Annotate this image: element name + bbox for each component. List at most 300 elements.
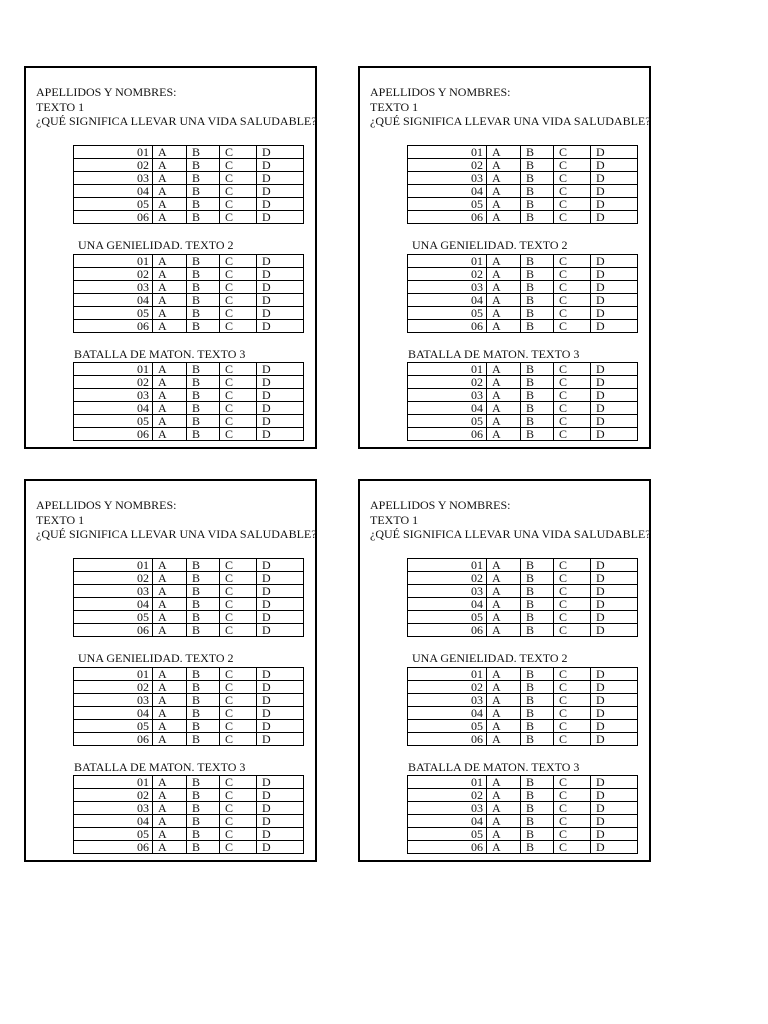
option-a[interactable]: A [153,789,187,802]
option-a[interactable]: A [487,268,521,281]
option-a[interactable]: A [153,841,187,854]
option-c[interactable]: C [220,307,257,320]
option-b[interactable]: B [521,307,554,320]
option-a[interactable]: A [487,159,521,172]
option-c[interactable]: C [554,294,591,307]
option-c[interactable]: C [554,320,591,333]
option-b[interactable]: B [521,733,554,746]
option-d[interactable]: D [591,198,638,211]
option-a[interactable]: A [153,185,187,198]
option-b[interactable]: B [187,828,220,841]
option-a[interactable]: A [153,828,187,841]
option-b[interactable]: B [521,159,554,172]
option-c[interactable]: C [220,146,257,159]
option-c[interactable]: C [220,281,257,294]
option-a[interactable]: A [153,146,187,159]
option-c[interactable]: C [554,376,591,389]
option-a[interactable]: A [153,668,187,681]
option-b[interactable]: B [521,185,554,198]
option-b[interactable]: B [187,841,220,854]
option-b[interactable]: B [187,281,220,294]
option-c[interactable]: C [554,585,591,598]
option-d[interactable]: D [591,585,638,598]
option-a[interactable]: A [487,294,521,307]
option-b[interactable]: B [187,415,220,428]
option-d[interactable]: D [591,428,638,441]
option-c[interactable]: C [220,720,257,733]
option-d[interactable]: D [257,789,304,802]
option-b[interactable]: B [521,720,554,733]
option-b[interactable]: B [521,815,554,828]
option-a[interactable]: A [153,733,187,746]
option-d[interactable]: D [591,707,638,720]
option-b[interactable]: B [521,624,554,637]
option-c[interactable]: C [220,402,257,415]
option-a[interactable]: A [153,172,187,185]
option-c[interactable]: C [554,828,591,841]
option-c[interactable]: C [554,211,591,224]
option-b[interactable]: B [187,389,220,402]
option-b[interactable]: B [187,585,220,598]
option-d[interactable]: D [591,681,638,694]
option-b[interactable]: B [521,428,554,441]
option-c[interactable]: C [220,681,257,694]
option-a[interactable]: A [487,172,521,185]
option-d[interactable]: D [591,815,638,828]
option-c[interactable]: C [220,789,257,802]
option-d[interactable]: D [591,694,638,707]
option-d[interactable]: D [591,146,638,159]
option-a[interactable]: A [487,428,521,441]
option-a[interactable]: A [153,559,187,572]
option-c[interactable]: C [220,598,257,611]
option-b[interactable]: B [521,389,554,402]
option-d[interactable]: D [257,268,304,281]
option-b[interactable]: B [521,415,554,428]
option-d[interactable]: D [591,611,638,624]
option-d[interactable]: D [257,681,304,694]
question-number: 03 [74,172,153,185]
option-a[interactable]: A [487,598,521,611]
option-c[interactable]: C [220,624,257,637]
option-b[interactable]: B [187,320,220,333]
option-a[interactable]: A [153,428,187,441]
option-a[interactable]: A [487,415,521,428]
option-d[interactable]: D [257,185,304,198]
option-c[interactable]: C [220,841,257,854]
option-c[interactable]: C [554,428,591,441]
option-d[interactable]: D [257,255,304,268]
option-b[interactable]: B [187,668,220,681]
option-c[interactable]: C [554,402,591,415]
option-a[interactable]: A [487,776,521,789]
option-b[interactable]: B [521,611,554,624]
option-b[interactable]: B [187,363,220,376]
option-c[interactable]: C [554,185,591,198]
option-d[interactable]: D [257,428,304,441]
option-a[interactable]: A [153,307,187,320]
option-d[interactable]: D [257,307,304,320]
option-c[interactable]: C [220,159,257,172]
option-b[interactable]: B [187,172,220,185]
option-b[interactable]: B [187,815,220,828]
option-a[interactable]: A [153,389,187,402]
option-c[interactable]: C [220,255,257,268]
option-a[interactable]: A [153,415,187,428]
option-b[interactable]: B [521,172,554,185]
option-d[interactable]: D [591,268,638,281]
option-c[interactable]: C [554,281,591,294]
option-c[interactable]: C [220,668,257,681]
option-c[interactable]: C [220,415,257,428]
option-c[interactable]: C [554,841,591,854]
option-d[interactable]: D [257,815,304,828]
option-b[interactable]: B [187,294,220,307]
option-d[interactable]: D [257,198,304,211]
option-b[interactable]: B [187,198,220,211]
option-d[interactable]: D [257,559,304,572]
option-d[interactable]: D [591,363,638,376]
option-c[interactable]: C [554,559,591,572]
option-a[interactable]: A [153,294,187,307]
option-a[interactable]: A [153,707,187,720]
option-a[interactable]: A [153,198,187,211]
option-c[interactable]: C [554,694,591,707]
option-d[interactable]: D [257,172,304,185]
option-a[interactable]: A [487,611,521,624]
option-a[interactable]: A [487,376,521,389]
option-d[interactable]: D [257,572,304,585]
option-a[interactable]: A [153,681,187,694]
option-a[interactable]: A [153,815,187,828]
option-a[interactable]: A [487,402,521,415]
option-b[interactable]: B [521,585,554,598]
option-b[interactable]: B [187,428,220,441]
option-d[interactable]: D [591,211,638,224]
option-c[interactable]: C [554,159,591,172]
option-a[interactable]: A [487,559,521,572]
option-b[interactable]: B [187,146,220,159]
option-c[interactable]: C [554,255,591,268]
option-c[interactable]: C [220,389,257,402]
option-d[interactable]: D [591,841,638,854]
option-b[interactable]: B [521,402,554,415]
option-c[interactable]: C [554,307,591,320]
option-b[interactable]: B [521,802,554,815]
option-b[interactable]: B [187,802,220,815]
question-number: 01 [408,668,487,681]
answer-row [74,789,304,802]
option-b[interactable]: B [521,841,554,854]
option-a[interactable]: A [487,841,521,854]
option-c[interactable]: C [554,776,591,789]
option-d[interactable]: D [257,707,304,720]
option-c[interactable]: C [554,146,591,159]
option-c[interactable]: C [220,707,257,720]
option-d[interactable]: D [591,402,638,415]
option-d[interactable]: D [257,294,304,307]
option-d[interactable]: D [591,828,638,841]
option-b[interactable]: B [521,694,554,707]
option-c[interactable]: C [220,694,257,707]
option-b[interactable]: B [187,598,220,611]
option-a[interactable]: A [487,572,521,585]
option-d[interactable]: D [591,172,638,185]
option-d[interactable]: D [257,363,304,376]
option-c[interactable]: C [554,733,591,746]
option-c[interactable]: C [220,585,257,598]
option-b[interactable]: B [187,185,220,198]
option-a[interactable]: A [153,598,187,611]
option-d[interactable]: D [257,211,304,224]
option-d[interactable]: D [591,159,638,172]
option-c[interactable]: C [554,681,591,694]
option-c[interactable]: C [220,268,257,281]
option-b[interactable]: B [187,376,220,389]
option-d[interactable]: D [257,376,304,389]
option-c[interactable]: C [554,624,591,637]
option-d[interactable]: D [257,841,304,854]
option-a[interactable]: A [153,720,187,733]
option-a[interactable]: A [153,363,187,376]
option-b[interactable]: B [521,146,554,159]
option-d[interactable]: D [257,668,304,681]
option-b[interactable]: B [187,789,220,802]
option-a[interactable]: A [487,389,521,402]
option-b[interactable]: B [521,668,554,681]
option-a[interactable]: A [487,363,521,376]
option-a[interactable]: A [487,733,521,746]
option-b[interactable]: B [187,681,220,694]
option-a[interactable]: A [487,789,521,802]
option-a[interactable]: A [153,572,187,585]
option-c[interactable]: C [554,363,591,376]
option-d[interactable]: D [257,389,304,402]
option-d[interactable]: D [257,146,304,159]
option-c[interactable]: C [554,415,591,428]
option-c[interactable]: C [220,363,257,376]
option-b[interactable]: B [187,307,220,320]
option-b[interactable]: B [187,255,220,268]
question-number: 01 [74,559,153,572]
option-a[interactable]: A [487,211,521,224]
option-b[interactable]: B [521,320,554,333]
option-b[interactable]: B [187,707,220,720]
option-c[interactable]: C [220,815,257,828]
option-d[interactable]: D [591,668,638,681]
option-c[interactable]: C [554,802,591,815]
question-number: 03 [74,802,153,815]
option-a[interactable]: A [153,694,187,707]
option-a[interactable]: A [153,159,187,172]
option-d[interactable]: D [257,402,304,415]
option-a[interactable]: A [487,307,521,320]
option-d[interactable]: D [591,789,638,802]
option-d[interactable]: D [591,185,638,198]
option-d[interactable]: D [591,307,638,320]
option-d[interactable]: D [591,720,638,733]
option-a[interactable]: A [153,402,187,415]
question-number: 05 [408,720,487,733]
option-a[interactable]: A [487,624,521,637]
option-c[interactable]: C [554,815,591,828]
option-c[interactable]: C [220,198,257,211]
option-b[interactable]: B [521,294,554,307]
option-b[interactable]: B [187,268,220,281]
option-b[interactable]: B [521,559,554,572]
option-b[interactable]: B [521,572,554,585]
question-number: 05 [74,828,153,841]
option-d[interactable]: D [257,694,304,707]
option-b[interactable]: B [187,159,220,172]
answer-card [358,479,651,862]
option-a[interactable]: A [487,198,521,211]
option-c[interactable]: C [220,828,257,841]
option-d[interactable]: D [257,828,304,841]
option-d[interactable]: D [257,159,304,172]
option-d[interactable]: D [591,389,638,402]
option-a[interactable]: A [487,720,521,733]
option-c[interactable]: C [220,611,257,624]
option-b[interactable]: B [521,198,554,211]
option-a[interactable]: A [487,281,521,294]
option-a[interactable]: A [487,707,521,720]
option-c[interactable]: C [554,598,591,611]
option-c[interactable]: C [220,320,257,333]
option-c[interactable]: C [220,185,257,198]
option-c[interactable]: C [220,376,257,389]
answer-row [74,294,304,307]
option-c[interactable]: C [554,789,591,802]
option-a[interactable]: A [487,255,521,268]
option-b[interactable]: B [187,402,220,415]
option-d[interactable]: D [257,320,304,333]
option-b[interactable]: B [187,733,220,746]
option-d[interactable]: D [591,294,638,307]
option-b[interactable]: B [521,211,554,224]
option-a[interactable]: A [487,146,521,159]
option-a[interactable]: A [153,624,187,637]
option-a[interactable]: A [487,585,521,598]
card-header [370,498,651,542]
option-b[interactable]: B [187,776,220,789]
option-c[interactable]: C [554,198,591,211]
option-a[interactable]: A [487,320,521,333]
option-c[interactable]: C [220,428,257,441]
option-b[interactable]: B [187,624,220,637]
option-d[interactable]: D [591,559,638,572]
option-b[interactable]: B [521,598,554,611]
option-b[interactable]: B [521,363,554,376]
option-a[interactable]: A [153,611,187,624]
option-c[interactable]: C [554,668,591,681]
option-a[interactable]: A [487,185,521,198]
option-b[interactable]: B [187,211,220,224]
option-c[interactable]: C [220,572,257,585]
option-a[interactable]: A [487,802,521,815]
option-d[interactable]: D [591,733,638,746]
option-b[interactable]: B [521,789,554,802]
option-d[interactable]: D [257,802,304,815]
option-d[interactable]: D [591,598,638,611]
option-b[interactable]: B [187,720,220,733]
option-c[interactable]: C [220,172,257,185]
option-d[interactable]: D [591,281,638,294]
option-a[interactable]: A [487,668,521,681]
option-b[interactable]: B [521,281,554,294]
option-b[interactable]: B [521,707,554,720]
option-b[interactable]: B [521,268,554,281]
option-d[interactable]: D [257,733,304,746]
option-a[interactable]: A [153,281,187,294]
option-c[interactable]: C [554,611,591,624]
answer-row [408,789,638,802]
option-b[interactable]: B [521,828,554,841]
option-d[interactable]: D [591,255,638,268]
option-d[interactable]: D [591,802,638,815]
option-b[interactable]: B [187,611,220,624]
answer-row [408,681,638,694]
option-c[interactable]: C [554,572,591,585]
option-d[interactable]: D [591,320,638,333]
option-c[interactable]: C [220,211,257,224]
option-b[interactable]: B [521,681,554,694]
option-c[interactable]: C [220,294,257,307]
option-c[interactable]: C [554,720,591,733]
option-d[interactable]: D [591,415,638,428]
option-d[interactable]: D [257,624,304,637]
option-b[interactable]: B [187,572,220,585]
option-b[interactable]: B [187,559,220,572]
option-a[interactable]: A [487,681,521,694]
option-d[interactable]: D [257,415,304,428]
option-a[interactable]: A [153,802,187,815]
option-a[interactable]: A [153,320,187,333]
option-c[interactable]: C [554,707,591,720]
option-a[interactable]: A [153,268,187,281]
option-a[interactable]: A [153,211,187,224]
option-c[interactable]: C [220,776,257,789]
option-a[interactable]: A [487,828,521,841]
option-b[interactable]: B [521,376,554,389]
option-d[interactable]: D [257,281,304,294]
option-a[interactable]: A [153,776,187,789]
option-b[interactable]: B [521,776,554,789]
option-d[interactable]: D [591,376,638,389]
option-a[interactable]: A [153,585,187,598]
option-c[interactable]: C [554,268,591,281]
option-d[interactable]: D [257,611,304,624]
option-a[interactable]: A [153,376,187,389]
option-d[interactable]: D [591,572,638,585]
option-d[interactable]: D [591,776,638,789]
option-a[interactable]: A [487,694,521,707]
option-c[interactable]: C [220,733,257,746]
option-d[interactable]: D [591,624,638,637]
option-b[interactable]: B [187,694,220,707]
option-a[interactable]: A [487,815,521,828]
option-a[interactable]: A [153,255,187,268]
option-d[interactable]: D [257,776,304,789]
option-c[interactable]: C [220,802,257,815]
option-c[interactable]: C [220,559,257,572]
option-c[interactable]: C [554,389,591,402]
option-d[interactable]: D [257,585,304,598]
option-c[interactable]: C [554,172,591,185]
option-d[interactable]: D [257,720,304,733]
option-b[interactable]: B [521,255,554,268]
option-d[interactable]: D [257,598,304,611]
